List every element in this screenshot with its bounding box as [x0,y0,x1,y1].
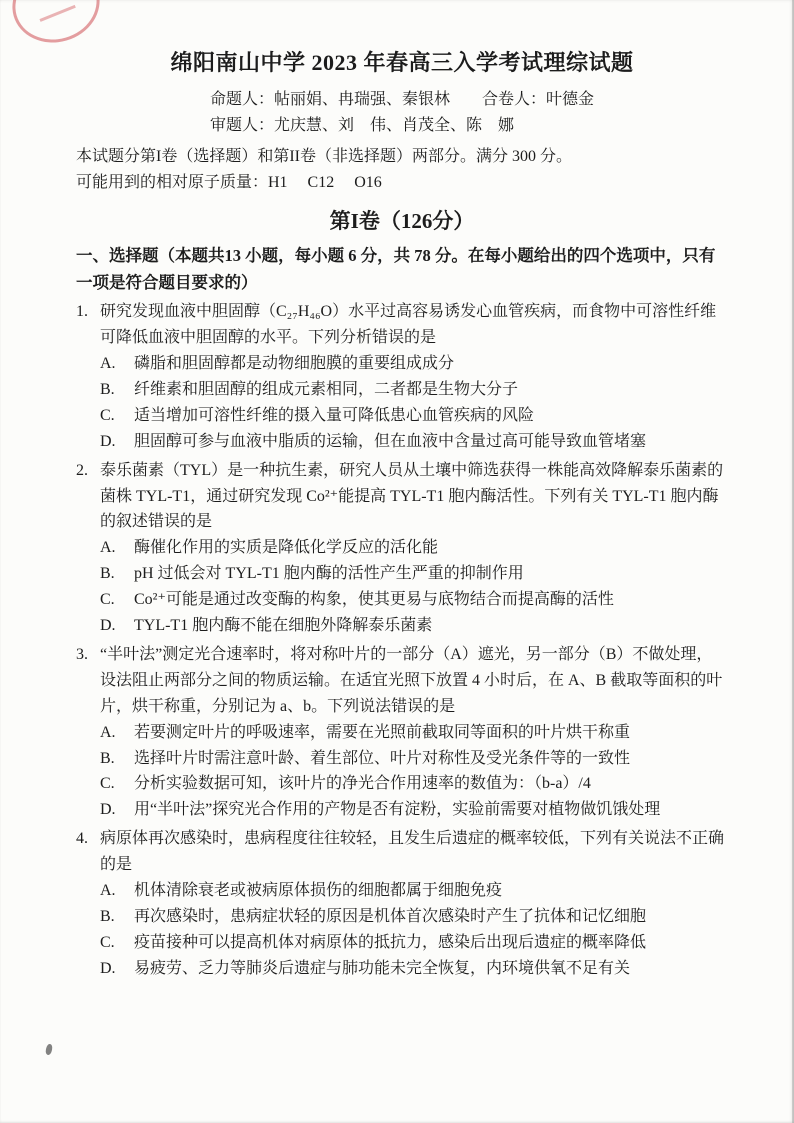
option-label: D. [100,959,116,977]
option-text: 机体清除衰老或被病原体损伤的细胞都属于细胞免疫 [134,882,503,900]
question-4-option-d [100,956,728,982]
option-label: A. [100,723,116,741]
option-label: D. [100,801,116,819]
question-text: 泰乐菌素（TYL）是一种抗生素，研究人员从土壤中筛选获得一株能高效降解泰乐菌素的菌株 TYL-T1，通过研究发现 Co²⁺能提高 TYL-T1 胞内酶活性。下列有关 TYL-T1 胞内酶的叙述错误的是 [100,461,724,531]
question-1-option-b [100,377,728,403]
option-label: B. [100,908,115,925]
meta-proposers-line: 命题人：帖丽娟、冉瑞强、秦银林 合卷人：叶德金 [209,91,594,108]
section-heading: 第I卷（126分） [329,209,475,234]
intro-line-atomic-mass: 可能用到的相对原子质量：H1 C12 O16 [76,173,382,191]
question-4-option-b [100,904,728,930]
question-number: 3. [76,645,88,663]
question-3-option-d [100,797,728,823]
option-label: B. [100,380,115,398]
option-text: 适当增加可溶性纤维的摄入量可降低患心血管疾病的风险 [134,406,535,424]
option-text: 磷脂和胆固醇都是动物细胞膜的重要组成成分 [134,354,455,372]
option-label: C. [100,591,115,609]
option-label: A. [100,354,116,372]
option-label: B. [100,565,115,583]
option-text: 易疲劳、乏力等肺炎后遗症与肺功能未完全恢复，内环境供氧不足有关 [134,959,631,977]
question-2-stem [76,458,728,536]
option-label: D. [100,617,116,635]
question-1-option-a [100,351,728,377]
section-instruction: 一、选择题（本题共13 小题，每小题 6 分，共 78 分。在每小题给出的四个选项中，只有一项是符合题目要求的） [76,246,716,292]
question-text: “半叶法”测定光合速率时，将对称叶片的一部分（A）遮光，另一部分（B）不做处理，设法阻止两部分之间的物质运输。在适宜光照下放置 4 小时后，在 A、B 截取等面积的叶片，烘干称重，分别记为 a、b。下列说法错误的是 [100,645,723,715]
option-label: C. [100,775,115,793]
meta-inner [210,87,594,138]
question-text: 病原体再次感染时，患病程度往往较轻，且发生后遗症的概率较低，下列有关说法不正确的是 [100,830,725,874]
question-number: 2. [76,461,88,479]
question-1-stem [76,299,728,351]
option-text: 选择叶片时需注意叶龄、着生部位、叶片对称性及受光条件等的一致性 [134,749,631,767]
question-2-option-c [100,587,728,613]
question-2 [76,458,728,639]
option-text: 纤维素和胆固醇的组成元素相同，二者都是生物大分子 [134,380,519,398]
option-label: C. [100,406,115,424]
question-3-stem [76,642,728,720]
red-stamp [3,0,109,53]
question-2-option-a [100,535,728,561]
question-1-option-c [100,403,728,429]
intro-line-structure: 本试题分第I卷（选择题）和第II卷（非选择题）两部分。满分 300 分。 [76,148,572,166]
question-1 [76,299,728,454]
meta-reviewers-line: 审题人：尤庆慧、刘 伟、肖茂全、陈 娜 [209,116,514,134]
option-label: B. [100,749,115,767]
question-4-option-a [100,878,728,904]
question-3-option-a [100,720,728,746]
option-label: C. [100,933,115,951]
meta-block [76,87,728,138]
question-4-option-c [100,930,728,956]
question-number: 1. [76,303,88,321]
question-3-option-c [100,771,728,797]
question-3-option-b [100,746,728,772]
page-title: 绵阳南山中学 2023 年春高三入学考试理综试题 [170,50,634,75]
question-3 [76,642,728,823]
option-text: pH 过低会对 TYL-T1 胞内酶的活性产生严重的抑制作用 [134,565,524,583]
option-text: 疫苗接种可以提高机体对病原体的抵抗力，感染后出现后遗症的概率降低 [134,933,647,951]
option-text: Co²⁺可能是通过改变酶的构象，使其更易与底物结合而提高酶的活性 [134,591,614,609]
question-text: 研究发现血液中胆固醇（C₂₇H₄₆O）水平过高容易诱发心血管疾病，而食物中可溶性纤维可降低血液中胆固醇的水平。下列分析错误的是 [100,303,717,347]
question-1-option-d [100,429,728,455]
question-2-option-b [100,561,728,587]
scan-speck [45,1043,53,1055]
option-text: 胆固醇可参与血液中脂质的运输，但在血液中含量过高可能导致血管堵塞 [134,432,647,450]
option-text: 再次感染时，患病症状轻的原因是机体首次感染时产生了抗体和记忆细胞 [134,908,647,925]
option-label: D. [100,432,116,450]
option-text: 酶催化作用的实质是降低化学反应的活化能 [134,539,439,557]
option-text: 用“半叶法”探究光合作用的产物是否有淀粉，实验前需要对植物做饥饿处理 [134,801,661,819]
option-text: TYL-T1 胞内酶不能在细胞外降解泰乐菌素 [134,617,433,635]
option-label: A. [100,539,116,557]
question-2-option-d [100,613,728,639]
option-label: A. [100,882,116,900]
question-4-stem [76,826,728,878]
question-4 [76,826,728,981]
question-number: 4. [76,830,88,848]
option-text: 若要测定叶片的呼吸速率，需要在光照前截取同等面积的叶片烘干称重 [134,723,631,741]
option-text: 分析实验数据可知，该叶片的净光合作用速率的数值为：（b-a）/4 [134,775,591,793]
